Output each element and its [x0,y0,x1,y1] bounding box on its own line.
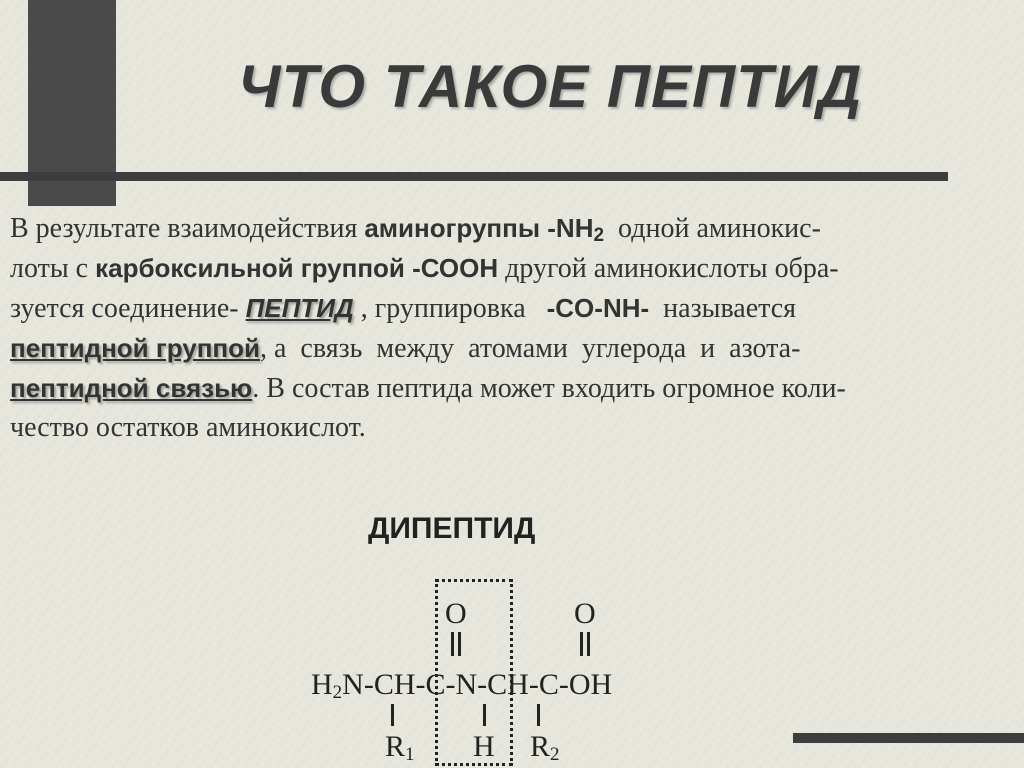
text: другой аминокислоты обра- [498,253,839,284]
oxygen-2: O [574,597,596,630]
amino-group-text: аминогруппы -NH [364,213,594,243]
paragraph-line-6 [10,408,1020,448]
co-nh-group: -CO-NH- [546,293,650,323]
amino-group-term [364,213,605,246]
peptide-term: ПЕПТИД [245,293,354,323]
text: лоты с [10,253,96,284]
title-divider [0,172,948,181]
single-bond-r2 [537,704,540,726]
subscript: 1 [405,744,415,765]
subscript: 2 [593,225,605,246]
carboxyl-group-term: карбоксильной группой -СООН [95,253,499,283]
r2-letter: R [530,730,551,763]
chain-h: H [311,668,333,701]
text: , а связь между атомами углерода и азота- [259,333,801,364]
r1-group [385,730,415,766]
peptide-bond-highlight-box [435,579,513,766]
hydrogen: H [473,730,495,763]
chain-rest: N-CH-C-N-CH-C-OH [342,668,613,701]
text: , группировка [353,293,547,324]
paragraph-line-4 [10,328,1020,368]
paragraph-line-2 [10,248,1020,288]
body-paragraph [10,208,1020,448]
dipeptide-title: ДИПЕПТИД [368,512,536,545]
single-bond-r1 [391,704,394,726]
peptide-group-term: пептидной группой [10,333,260,363]
dipeptide-chain [311,668,612,704]
peptide-bond-term: пептидной связью [10,373,253,403]
text: одной аминокис- [604,213,821,244]
paragraph-line-1 [10,208,1020,248]
slide-title: ЧТО ТАКОЕ ПЕПТИД [238,53,863,120]
text: В результате взаимодействия [10,213,365,244]
text: . В состав пептида может входить огромное коли- [252,373,846,404]
text: чество остатков аминокислот. [10,412,366,443]
double-bond-2 [580,632,590,656]
single-bond-h [483,704,486,726]
r2-group [530,730,560,766]
double-bond-1 [451,632,461,656]
text: зуется соединение- [10,293,246,324]
r1-letter: R [385,730,406,763]
oxygen-1: O [445,597,467,630]
subscript: 2 [332,682,343,703]
paragraph-line-3 [10,288,1020,328]
bottom-divider [793,733,1024,743]
subscript: 2 [550,744,560,765]
paragraph-line-5 [10,368,1020,408]
text: называется [649,293,797,324]
